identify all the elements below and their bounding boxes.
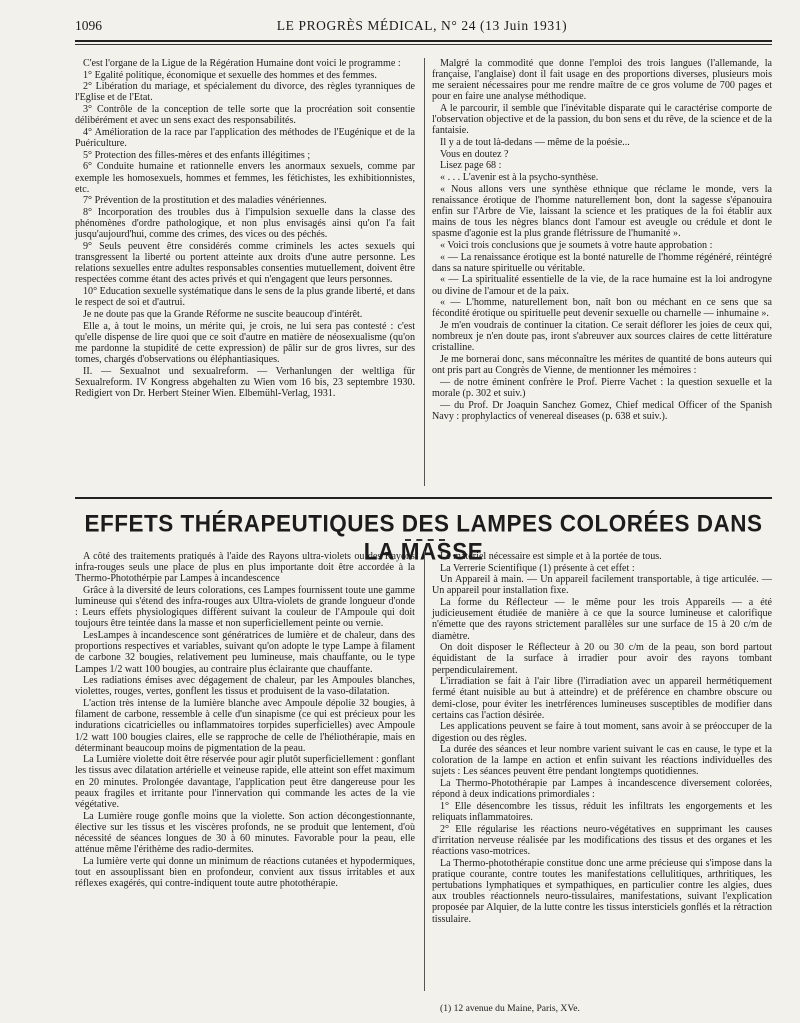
paragraph: « — L'homme, naturellement bon, naît bon ou méchant en ce sens que sa fécondité érotique ou spirituelle peut devenir sexuelle ou charnelle — inhumaine ». [432, 297, 772, 320]
footnote: (1) 12 avenue du Maine, Paris, XVe. [440, 1003, 580, 1014]
paragraph: La lumière verte qui donne un minimum de réactions cutanées et hypodermiques, tout en assouplissant bien en profondeur, convient aux tissus irritables et aux réflexes exagérés, qui contre-indiquent toute autre photothérapie. [75, 855, 415, 890]
paragraph: A côté des traitements pratiqués à l'aide des Rayons ultra-violets ou des Rayons infra-rouges seuls une place de plus en plus importante doit être accordée à la Thermo-Photothérpie par Lampes à incandescence [75, 551, 415, 585]
paragraph: Un Appareil à main. — Un appareil facilement transportable, à tige articulée. — Un appareil pour installation fixe. [432, 574, 772, 597]
paragraph: — du Prof. Dr Joaquin Sanchez Gomez, Chief medical Officer of the Spanish Navy : prophylactics of venereal diseases (p. 638 et suiv.). [432, 399, 772, 422]
paragraph: La Thermo-photothérapie constitue donc une arme précieuse qui s'impose dans la pratique courante, contre toutes les manifestations cellulitiques, arthritiques, les pertubations lymphatiques et sympathiques, en particulier contre les algies, dues aux troubles réactionnels neuro-tissulaires, manifestations, suivant l'explication proposée par Alquier, de la lutte contre les tissus intersticiels gonflés et la rétraction tissulaire. [432, 857, 772, 925]
paragraph: La durée des séances et leur nombre varient suivant le cas en cause, le type et la coloration de la lampe en action et enfin suivant les réactions individuelles des sujets : Les séances peuvent être pendant longtemps quotidiennes. [432, 744, 772, 778]
paragraph: 9° Seuls peuvent être considérés comme criminels les actes sexuels qui transgressent la liberté ou portent atteinte aux droits d'une autre personne. Les relations sexuelles entre adultes responsables consenties mutuellement, doivent être respectées comme étant des actes privés et qui n'engagent que leurs personnes. [75, 241, 415, 286]
paragraph: 7° Prévention de la prostitution et des maladies vénériennes. [83, 195, 327, 207]
paragraph: 1° Elle désencombre les tissus, réduit les infiltrats les engorgements et les reliquats inflammatoires. [432, 800, 772, 824]
paragraph: Les applications peuvent se faire à tout moment, sans avoir à se préoccuper de la digestion ou des règles. [432, 721, 772, 744]
paragraph: Vous en doutez ? [440, 148, 509, 160]
paragraph: « . . . L'avenir est à la psycho-synthèse. [440, 172, 599, 184]
paragraph: « Voici trois conclusions que je soumets à votre haute approbation : [440, 240, 713, 251]
top-left-column [75, 58, 415, 400]
column-divider [424, 551, 425, 991]
paragraph: Grâce à la diversité de leurs colorations, ces Lampes fournissent toute une gamme lumineuse qui s'étend des infra-rouges aux Ultra-violets de grande longueur d'onde : Leurs effets physiologiques diffèrent suivant la couleur de l'Ampoule qui doit toujours être teintée dans la masse et non superficiellement peinte ou vernie. [75, 584, 415, 630]
bottom-left-column [75, 551, 415, 890]
paragraph: Je ne doute pas que la Grande Réforme ne suscite beaucoup d'intérêt. [83, 308, 363, 320]
paragraph: « — La spiritualité essentielle de la vie, de la race humaine est la loi androgyne ou divine de l'amour et de la paix. [432, 274, 772, 297]
paragraph: C'est l'organe de la Ligue de la Régération Humaine dont voici le programme : [83, 58, 401, 69]
paragraph: La Verrerie Scientifique (1) présente à cet effet : [440, 562, 635, 574]
paragraph: Malgré la commodité que donne l'emploi des trois langues (l'allemande, la française, l'anglaise) dont il fait usage en des proportions diverses, plusieurs mois me seraient nécessaires pour me rendre maître de ce gros volume de 700 pages et pour en faire une analyse méthodique. [432, 58, 772, 103]
paragraph: 8° Incorporation des troubles dus à l'impulsion sexuelle dans la classe des phénomènes d'ordre pathologique, et non plus envisagés ainsi qu'on l'a fait jusqu'aujourd'hui, comme des crimes, des vices ou des péchés. [75, 207, 415, 241]
paragraph: « Nous allons vers une synthèse ethnique que réclame le monde, vers la renaissance érotique de l'homme naturellement bon, dont la sagesse s'épanouira enfin sur l'Arbre de Vie, laissant la science et les pratiques de la foi établir aux mains de tous les nègres blancs dont l'amour est aveugle ou crédule et dont le spasme d'agonie est la plus grande flétrissure de l'humanité ». [432, 183, 772, 240]
bottom-right-column [432, 551, 772, 925]
section-title: EFFETS THÉRAPEUTIQUES DES LAMPES COLORÉES DANS LA MASSE [84, 509, 763, 565]
paragraph: On doit disposer le Réflecteur à 20 ou 30 c/m de la peau, son bord partout équidistant de la surface à irradier pour avoir des rayons tombant perpendiculairement. [432, 642, 772, 676]
paragraph: 5° Protection des filles-mères et des enfants illégitimes ; [83, 149, 311, 161]
header-rule [75, 40, 772, 42]
paragraph: A le parcourir, il semble que l'inévitable disparate qui le caractérise comporte de l'observation objective et de la passion, du bon sens et du rêve, de la science et de la fantaisie. [432, 103, 772, 137]
paragraph: 2° Libération du mariage, et spécialement du divorce, des règles tyranniques de l'Eglise et de l'Etat. [75, 81, 415, 104]
section-rule [75, 497, 772, 499]
paragraph: Je m'en voudrais de continuer la citation. Ce serait déflorer les joies de ceux qui, nombreux je n'en doute pas, iront s'abreuver aux sources claires de cette littérature cristalline. [432, 320, 772, 354]
paragraph: 3° Contrôle de la conception de telle sorte que la procréation soit consentie délibérément et avec un sens exact des responsabilités. [75, 104, 415, 127]
paragraph: « — La renaissance érotique est la bonté naturelle de l'homme régénéré, réintégré dans sa nature spirituelle ou véritable. [432, 251, 772, 274]
paragraph: II. — Sexualnot und sexualreform. — Verhanlungen der weltliga für Sexualreform. IV Kongress abgehalten zu Wien vom 16 bis, 23 septembre 1930. Redigiert von Dr. Herbert Steiner Wien. Elbemühl-Verlag, 1931. [75, 365, 415, 400]
paragraph: Elle a, à tout le moins, un mérite qui, je crois, ne lui sera pas contesté : c'est qu'elle dispense de lire quoi que ce soit d'autre en matière de néosexualisme (qu'on me pardonne la stupidité de cette expression) de pâlir sur de gros livres, sur des tomes, chargés d'observations ou éléphantiasiques. [75, 320, 415, 366]
page-header [75, 18, 772, 34]
paragraph: Lisez page 68 : [440, 160, 502, 172]
paragraph: 10° Education sexuelle systématique dans le sens de la plus grande liberté, et dans le respect de soi et d'autrui. [75, 286, 415, 309]
paragraph: Les radiations émises avec dégagement de chaleur, par les Ampoules blanches, violettes, rouges, vertes, gonflent les tissus et produisent de la vaso-dilatation. [75, 675, 415, 698]
page-number: 1096 [75, 18, 102, 33]
paragraph: L'irradiation se fait à l'air libre (l'irradiation avec un appareil hermétiquement fermé étant nuisible au but à atteindre) et de préférence en chambre obscure ou demi-close, pour éviter les inetrférences lumineuses susceptibles de modifier dans certains cas l'action désirée. [432, 676, 772, 721]
paragraph: La Lumière violette doit être réservée pour agir plutôt superficiellement : gonflant les tissus avec dilatation artérielle et veineuse rapide, elle atteint son effet maximum en 20 minutes. Prolongée davantage, l'application peut être dangereuse pour les peaux fragiles et irritante pour l'innervation qui commande les actes de la vie végétative. [75, 754, 415, 810]
paragraph: La forme du Réflecteur — le même pour les trois Appareils — a été judicieusement étudiée de manière à ce que la source lumineuse et calorifique n'émette que des rayons strictement parallèles sur une surface de 15 à 20 c/m de diamètre. [432, 597, 772, 642]
paragraph: 4° Amélioration de la race par l'application des méthodes de l'Eugénique et de la Puériculture. [75, 126, 415, 150]
paragraph: — de notre éminent confrère le Prof. Pierre Vachet : la question sexuelle et la morale (p. 302 et suiv.) [432, 376, 772, 400]
paragraph: Je me bornerai donc, sans méconnaître les mérites de quantité de bons auteurs qui ont pris part au Congrès de Vienne, de mentionner les mémoires : [432, 354, 772, 377]
paragraph: 6° Conduite humaine et rationnelle envers les anormaux sexuels, comme par exemple les homosexuels, hommes et femmes, les fétichistes, les exhibitionnistes, etc. [75, 161, 415, 195]
paragraph: Il y a de tout là-dedans — même de la poésie... [440, 137, 630, 149]
paragraph: LesLampes à incandescence sont génératrices de lumière et de chaleur, dans des proportions respectives et variables, suivant qu'on adopte le type Lampe à filament de carbone 32 bougies, relativement peu lumineuse, mais chauffante, ou le type Lampes 1/2 watt 100 bougies, au contraire plus éclairante que chauffante. [75, 630, 415, 675]
paragraph: Le matériel nécessaire est simple et à la portée de tous. [440, 551, 662, 562]
column-divider [424, 58, 425, 486]
title-ornament [405, 539, 445, 541]
top-right-column [432, 58, 772, 423]
paragraph: 2° Elle régularise les réactions neuro-végétatives en supprimant les causes d'irritation nerveuse réalisée par les modifications des tissus et des organes et les réactions vaso-motrices. [432, 823, 772, 858]
paragraph: L'action très intense de la lumière blanche avec Ampoule dépolie 32 bougies, à filament de carbone, ressemble à celle d'un sinapisme (ce qui est précieux pour les indurations cicatricielles ou inflammatoires torpides superficielles) avec Ampoule 1/2 watt 100 bougies claires, elle se rapproche de celle de l'héliothérapie, mais en déterminant beaucoup moins de pigmentation de la peau. [75, 698, 415, 754]
paragraph: La Lumière rouge gonfle moins que la violette. Son action décongestionnante, élective sur les tissus et les viscères profonds, ne se produit que lentement, d'où nécessité de séances longues de 30 à 60 minutes. Favorable pour la peau, elle atténue même l'érithème des radio-dermites. [75, 810, 415, 856]
journal-title: LE PROGRÈS MÉDICAL, N° 24 (13 Juin 1931) [276, 18, 568, 33]
paragraph: 1° Egalité politique, économique et sexuelle des hommes et des femmes. [83, 69, 377, 81]
paragraph: La Thermo-Photothérapie par Lampes à incandescence diversement colorées, répond à deux indications primordiales : [432, 778, 772, 801]
header-rule-thin [75, 44, 772, 45]
